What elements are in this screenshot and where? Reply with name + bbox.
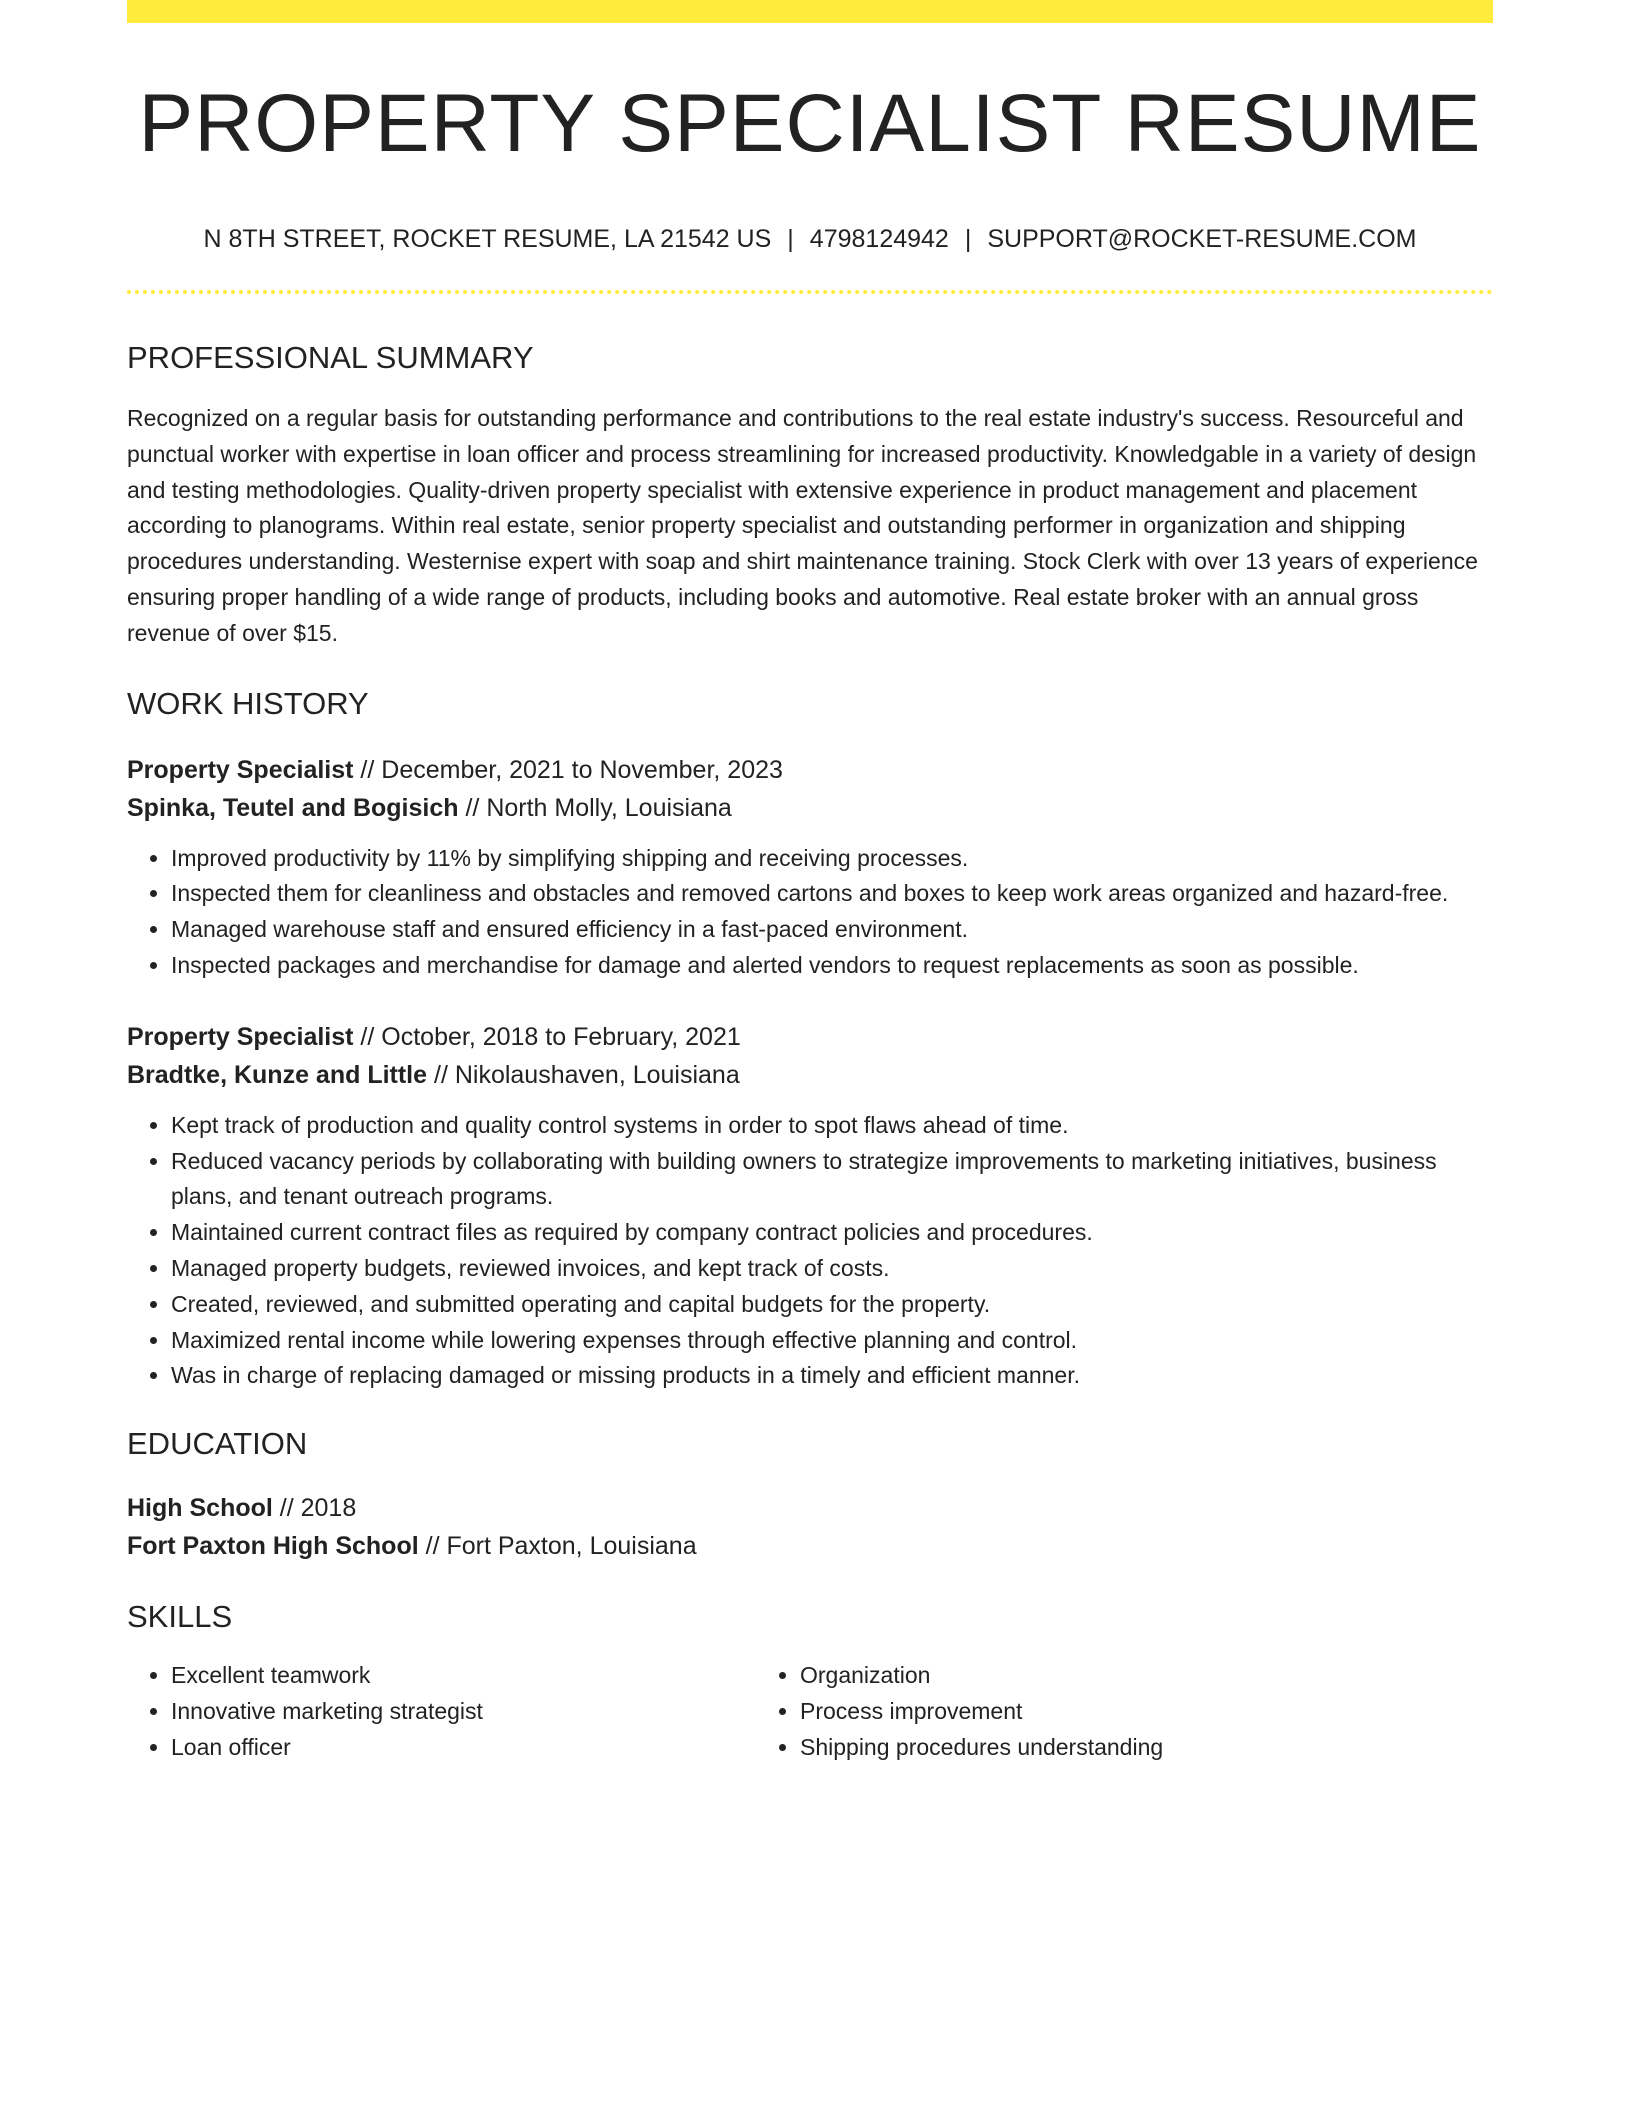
list-item: • Created, reviewed, and submitted operating and capital budgets for the property.: [171, 1287, 1493, 1323]
resume-title: PROPERTY SPECIALIST RESUME: [138, 78, 1482, 169]
education-heading: EDUCATION: [127, 1426, 308, 1462]
job-dates: // October, 2018 to February, 2021: [353, 1022, 741, 1051]
list-item: • Inspected packages and merchandise for damage and alerted vendors to request replacements as soon as possible.: [171, 948, 1493, 984]
dotted-divider: [127, 290, 1493, 294]
list-item: • Managed property budgets, reviewed invoices, and kept track of costs.: [171, 1251, 1493, 1287]
job-entry: [127, 751, 1493, 984]
list-item: • Maximized rental income while lowering expenses through effective planning and control.: [171, 1323, 1493, 1359]
job-company: Bradtke, Kunze and Little: [127, 1060, 428, 1089]
contact-phone[interactable]: 4798124942: [809, 225, 949, 253]
list-item: • Kept track of production and quality control systems in order to spot flaws ahead of time.: [171, 1108, 1493, 1144]
education-degree: High School: [127, 1494, 273, 1523]
job-title: Property Specialist: [127, 755, 354, 784]
list-item: • Loan officer: [171, 1730, 756, 1766]
job-bullets: [127, 1108, 1493, 1394]
list-item: • Process improvement: [800, 1694, 1385, 1730]
list-item: • Improved productivity by 11% by simplifying shipping and receiving processes.: [171, 841, 1493, 877]
summary-heading: PROFESSIONAL SUMMARY: [127, 340, 534, 375]
list-item: • Managed warehouse staff and ensured efficiency in a fast-paced environment.: [171, 912, 1493, 948]
list-item: • Organization: [800, 1658, 1385, 1694]
work-history-heading: WORK HISTORY: [127, 685, 369, 721]
skills-list: [127, 1658, 1493, 1765]
education-location: // Fort Paxton, Louisiana: [418, 1532, 697, 1561]
resume-page: [127, 0, 1493, 1766]
job-location: // North Molly, Louisiana: [458, 793, 732, 822]
contact-email[interactable]: SUPPORT@ROCKET-RESUME.COM: [987, 225, 1417, 253]
job-bullets: [127, 841, 1493, 984]
skills-column-left: [127, 1658, 756, 1765]
job-title-line: [127, 1018, 1493, 1056]
list-item: • Innovative marketing strategist: [171, 1694, 756, 1730]
education-school-line: [127, 1527, 1493, 1565]
contact-line: [127, 227, 1493, 252]
job-location: // Nikolaushaven, Louisiana: [427, 1060, 740, 1089]
skills-heading: SKILLS: [127, 1599, 233, 1635]
list-item: • Reduced vacancy periods by collaborating with building owners to strategize improvements to marketing initiatives, business plans, and tenant outreach programs.: [171, 1144, 1493, 1216]
skills-column-right: [756, 1658, 1385, 1765]
contact-address: N 8TH STREET, ROCKET RESUME, LA 21542 US: [203, 225, 772, 253]
list-item: • Shipping procedures understanding: [800, 1730, 1385, 1766]
list-item: • Maintained current contract files as required by company contract policies and procedures.: [171, 1215, 1493, 1251]
contact-separator: |: [787, 225, 794, 253]
education-degree-line: [127, 1489, 1493, 1527]
contact-separator: |: [964, 225, 972, 253]
list-item: • Was in charge of replacing damaged or missing products in a timely and efficient manner.: [171, 1358, 1493, 1394]
education-year: // 2018: [272, 1494, 357, 1523]
list-item: • Inspected them for cleanliness and obstacles and removed cartons and boxes to keep work areas organized and hazard-free.: [171, 876, 1493, 912]
summary-text: Recognized on a regular basis for outstanding performance and contributions to the real estate industry's success. Resourceful and punctual worker with expertise in loan officer and process streamlining for increased productivity. Knowledgable in a variety of design and testing methodologies. Quality-driven property specialist with extensive experience in product management and placement according to planograms. Within real estate, senior property specialist and outstanding performer in organization and shipping procedures understanding. Westernise expert with soap and shirt maintenance training. Stock Clerk with over 13 years of experience ensuring proper handling of a wide range of products, including books and automotive. Real estate broker with an annual gross revenue of over $15.: [127, 405, 1478, 646]
education-entry: [127, 1489, 1493, 1565]
job-company-line: [127, 1056, 1493, 1094]
list-item: • Excellent teamwork: [171, 1658, 756, 1694]
job-title-line: [127, 751, 1493, 789]
job-title: Property Specialist: [127, 1022, 354, 1051]
job-company: Spinka, Teutel and Bogisich: [127, 793, 459, 822]
education-school: Fort Paxton High School: [127, 1532, 419, 1561]
job-dates: // December, 2021 to November, 2023: [353, 755, 783, 784]
job-entry: [127, 1018, 1493, 1394]
job-company-line: [127, 789, 1493, 827]
accent-top-bar: [127, 0, 1493, 23]
